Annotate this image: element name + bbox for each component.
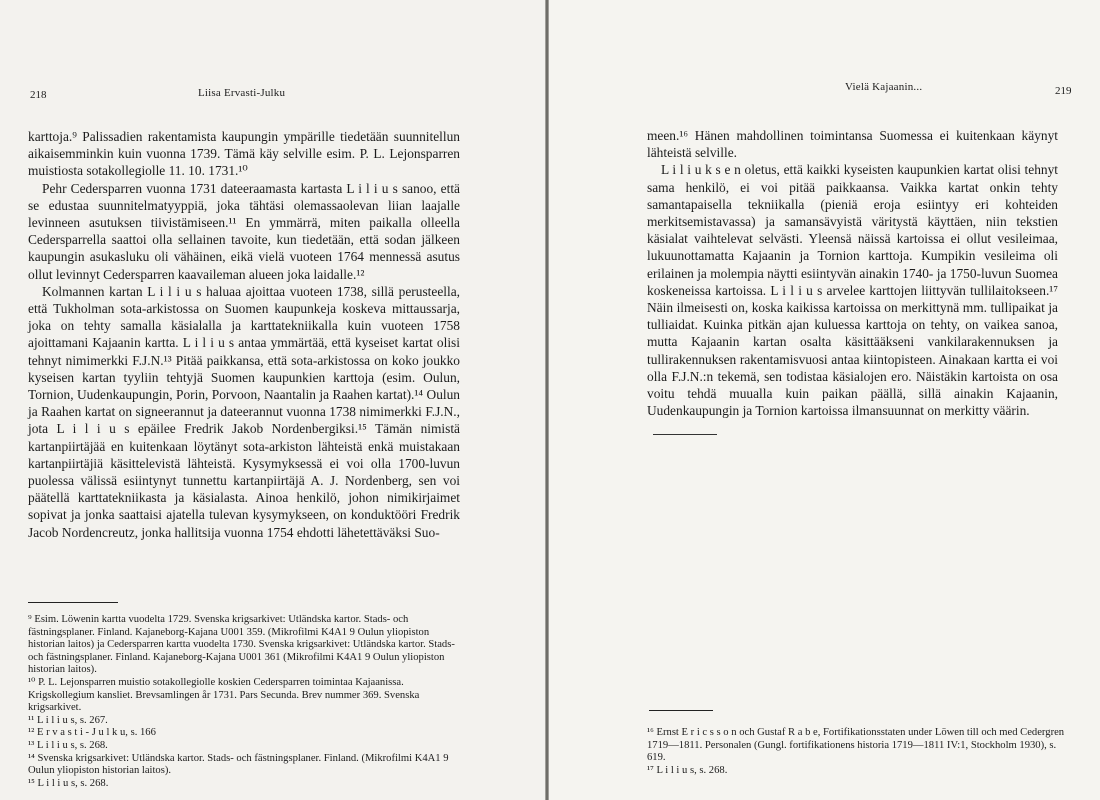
footnotes	[28, 614, 460, 790]
paragraph: Pehr Cedersparren vuonna 1731 dateeraamasta kartasta L i l i u s sanoo, että se edustaa suunnitelmatyyppiä, joka tähtäsi olemassaolevan liian laajalle levinneen asutuksen tiivistämiseen.¹¹ En ymmärrä, miten paikalla olleella Cedersparrella saattoi olla sellainen tavoite, kun tiedetään, että sodan jälkeen kaupungin asukasluku oli vähäinen, eikä vielä vuoteen 1764 mennessä asutus ollut levinnyt Cedersparren kaavaileman alueen joka laidalle.¹²	[28, 180, 460, 282]
footnote: ¹⁷ L i l i u s, s. 268.	[647, 764, 728, 776]
footnote: ¹⁶ Ernst E r i c s s o n och Gustaf R a b e, Fortifikationsstaten under Löwen till och med Cedergren 1719—1811. Personalen (Gungl. fortifikationens historia 1719—1811 IV:1, Stockholm 1930), s. 619.	[647, 727, 1065, 764]
body-text	[647, 127, 1058, 419]
running-head: Liisa Ervasti-Julku	[198, 87, 286, 99]
page-number: 218	[30, 89, 47, 101]
footnote-rule	[649, 710, 713, 711]
footnote-rule	[28, 602, 118, 603]
footnote: ¹² E r v a s t i - J u l k u, s. 166	[28, 727, 156, 739]
body-text	[28, 128, 460, 541]
footnotes	[647, 727, 1067, 777]
right-page	[549, 0, 1100, 800]
footnote: ¹⁵ L i l i u s, s. 268.	[28, 777, 109, 789]
paragraph: L i l i u k s e n oletus, että kaikki kyseisten kaupunkien kartat olisi tehnyt sama henkilö, ei voi pitää paikkaansa. Vaikka kartat onkin tehty samantapaisella tekniikalla (pieniä eroja esiintyy eri kohteiden merkitsemistavassa) ja samansävyistä väritystä käyttäen, niin tekstien käsialat vaihtelevat selvästi. Yleensä näissä kartoissa ei ollut vesileimaa, lukuunottamatta Kajaanin ja Tornion karttoja. Kumpikin vesileima oli erilainen ja molempia näytti esiintyvän ainakin 1740- ja 1750-luvun Suomea koskeneissa kartoissa. L i l i u s arvelee karttojen liittyvän tullilaitokseen.¹⁷ Näin ilmeisesti on, koska kaikissa kartoissa on merkittynä mm. tullipaikat ja tulliaidat. Kuinka pitkän ajan kuluessa karttoja on tehty, on vaikea sanoa, mutta Kajaanin kartan osalta käsittääkseni vankilarakennuksen ja tullirakennuksen rakentamisvuosi antaa kiintopisteen. Ainakaan kartta ei voi olla F.J.N.:n tekemä, sen todistaa käsialojen ero. Näistäkin kartoista on osa voitu tehdä muualla kuin paikan päällä, sillä ainakin Kajaanin, Uudenkaupungin ja Tornion kartoissa ilmansuunnat on merkitty väärin.	[647, 162, 1058, 419]
left-page	[0, 0, 545, 800]
section-rule	[653, 434, 717, 435]
footnote: ¹¹ L i l i u s, s. 267.	[28, 714, 108, 726]
footnote: ⁹ Esim. Löwenin kartta vuodelta 1729. Svenska krigsarkivet: Utländska kartor. Stads- och fästningsplaner. Finland. Kajaneborg-Kajana U001 359. (Mikrofilmi K4A1 9 Oulun yliopiston historian laitos) ja Cedersparren kartta vuodelta 1730. Svenska krigsarkivet: Utländska kartor. Stads- och fästningsplaner. Finland. Kajaneborg-Kajana U001 361 (Mikrofilmi K4A1 9 Oulun yliopiston historian laitos).	[28, 614, 455, 676]
running-head: Vielä Kajaanin...	[845, 81, 923, 93]
paragraph: Kolmannen kartan L i l i u s haluaa ajoittaa vuoteen 1738, sillä perusteella, että Tukholman sota-arkistossa on Suomen kaupunkeja koskeva mittaussarja, joka on tehty samalla käsialalla ja karttatekniikalla kuin vuoteen 1758 ajoittamani Kajaanin kartta. L i l i u s antaa ymmärtää, että kyseiset kartat olisi tehnyt nimimerkki F.J.N.¹³ Pitää paikkansa, että sota-arkistossa on koko joukko kyseisen kartan tyyliin tehtyjä Suomen kaupunkien karttoja (esim. Oulun, Tornion, Uudenkaupungin, Porin, Porvoon, Naantalin ja Raahen kartat).¹⁴ Oulun ja Raahen kartat on signeerannut ja dateerannut vuonna 1738 nimimerkki F.J.N., jota L i l i u s epäilee Fredrik Jakob Nordenbergiksi.¹⁵ Tämän nimistä kartanpiirtäjää en kuitenkaan löytänyt sota-arkiston lähteistä enkä muistakaan kartanpiirtäjiä käsittelevistä lähteistä. Kysymyksessä ei voi olla 1700-luvun puolessa välissä esiintynyt tunnettu kartanpiirtäjä A. J. Nordenberg, sen voi päätellä karttatekniikasta ja käsialasta. Ainoa henkilö, johon nimikirjaimet sopivat ja jonka saattaisi ajatella tulevan kysymykseen, on konduktööri Fredrik Jacob Nordencreutz, jonka hallitsija vuonna 1754 ehdotti lähetettäväksi Suo-	[28, 283, 460, 540]
footnote: ¹⁴ Svenska krigsarkivet: Utländska kartor. Stads- och fästningsplaner. Finland. (Mikrofilmi K4A1 9 Oulun yliopiston historian laitos).	[28, 752, 449, 777]
paragraph: meen.¹⁶ Hänen mahdollinen toimintansa Suomessa ei kuitenkaan käynyt lähteistä selville.	[647, 128, 1058, 161]
page-number: 219	[1055, 85, 1072, 97]
paragraph: karttoja.⁹ Palissadien rakentamista kaupungin ympärille tiedetään suunnitellun aikaisemminkin kuin vuonna 1739. Tämä käy selville esim. P. L. Lejonsparren muistiosta sotakollegiolle 11. 10. 1731.¹⁰	[28, 129, 460, 179]
footnote: ¹⁰ P. L. Lejonsparren muistio sotakollegiolle koskien Cedersparren toimintaa Kajaanissa. Krigskollegium kansliet. Brevsamlingen år 1731. Pars Secunda. Brev nummer 369. Svenska krigsarkivet.	[28, 676, 420, 714]
footnote: ¹³ L i l i u s, s. 268.	[28, 739, 108, 751]
